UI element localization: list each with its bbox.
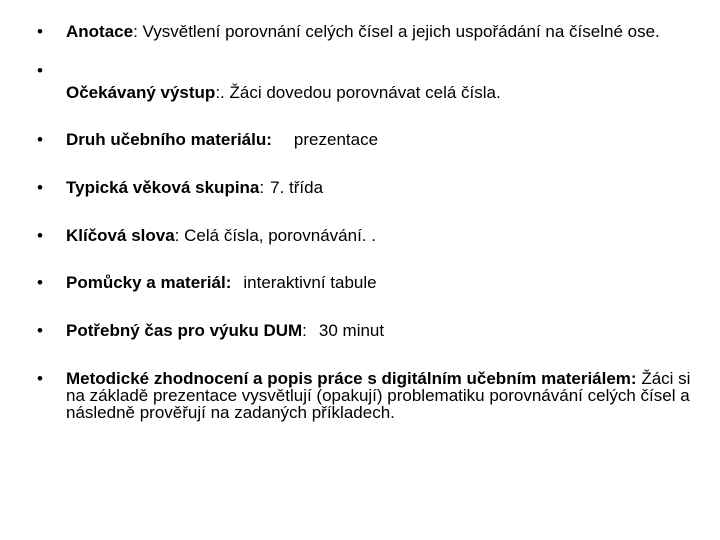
item-separator: :. [215,83,225,102]
item-separator: : [259,178,265,197]
item-content [66,179,696,196]
item-value: Celá čísla, porovnávání. . [184,226,376,245]
item-separator: : [133,22,138,41]
item-content [66,322,696,339]
item-value: interaktivní tabule [243,273,377,292]
item-value: 30 minut [318,321,385,340]
bullet: • [37,61,43,80]
item-value: Vysvětlení porovnání celých čísel a jejich uspořádání na číselné ose. [142,22,660,41]
item-value: Žáci dovedou porovnávat celá čísla. [229,83,501,102]
item-label: Metodické zhodnocení a popis práce s digitálním učebním materiálem: [66,369,637,388]
item-label: Pomůcky a materiál: [66,273,232,292]
bullet: • [37,130,43,149]
item-content [66,274,696,291]
item-content [66,370,696,421]
item-value: prezentace [293,130,379,149]
item-value: 7. třída [270,178,324,197]
bullet: • [37,22,43,41]
item-content [66,23,696,40]
bullet: • [37,178,43,197]
item-label: Anotace [66,22,134,41]
bullet: • [37,226,43,245]
item-value: Žáci si na základě prezentace vysvětlují (opakují) problematiku porovnávání celých čísel a následně prověřují na zadaných příkladech. [66,369,691,422]
item-content [66,84,696,101]
item-separator: : [302,321,307,340]
bullet: • [37,369,43,388]
item-label: Druh učebního materiálu: [66,130,272,149]
item-label: Potřebný čas pro výuku DUM [66,321,303,340]
item-label: Klíčová slova [66,226,175,245]
item-content [66,227,696,244]
bullet: • [37,321,43,340]
item-label: Typická věková skupina [66,178,260,197]
bullet: • [37,273,43,292]
item-label: Očekávaný výstup [66,83,216,102]
item-content [66,131,696,148]
item-separator: : [174,226,180,245]
